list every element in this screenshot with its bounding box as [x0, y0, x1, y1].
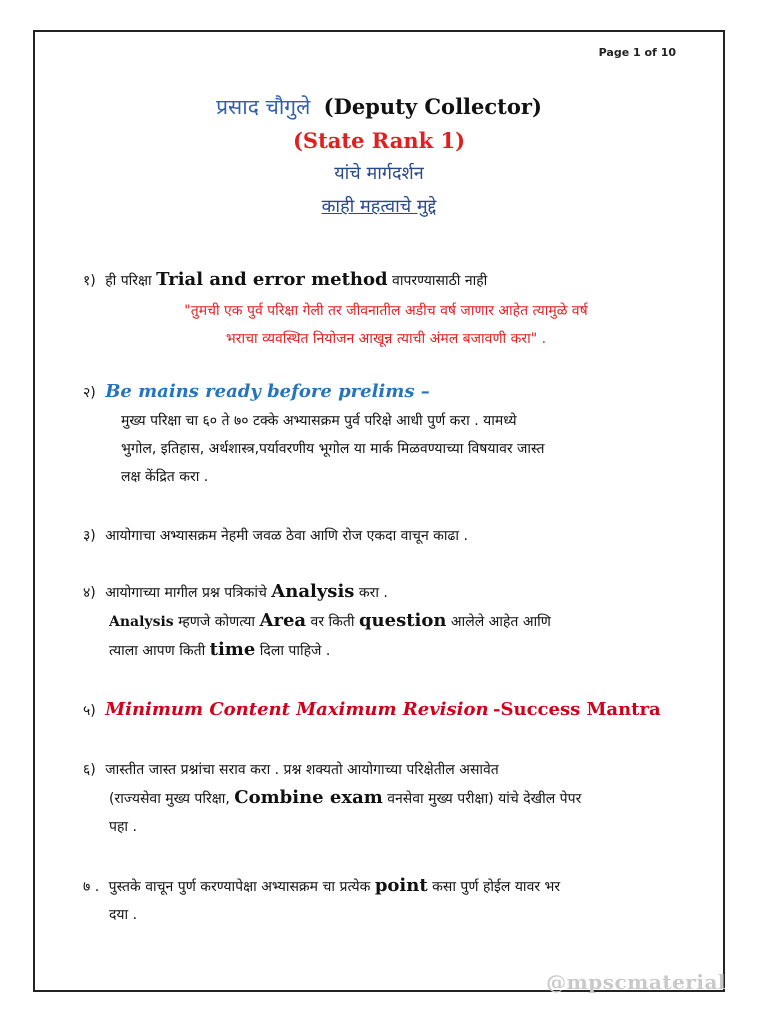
point-4 [83, 578, 689, 665]
point-6-line-2 [83, 784, 689, 813]
point-6-number: ६) [83, 762, 96, 778]
point-4-area-word: Area [259, 610, 307, 631]
point-2-heading: Be mains ready before prelims – [105, 381, 430, 402]
author-name: प्रसाद चौगुले [216, 95, 311, 119]
guidance-heading: यांचे मार्गदर्शन [334, 163, 424, 184]
point-7-line-1 [83, 872, 689, 901]
point-1 [83, 266, 689, 353]
point-1-quote-line-2: भराचा व्यवस्थित नियोजन आखून्न त्याची अंमल बजावणी करा" . [225, 331, 547, 347]
point-1-text-before: ही परिक्षा [105, 273, 152, 289]
point-4-sub2-c: दिला पाहिजे . [259, 643, 331, 659]
point-4-line [83, 578, 689, 607]
point-4-number: ४) [83, 585, 96, 601]
point-1-text-after: वापरण्यासाठी नाही [392, 273, 488, 289]
point-6-text: जास्तीत जास्त प्रश्नांचा सराव करा . प्रश्न शक्यतो आयोगाच्या परिक्षेतील असावेत [105, 762, 499, 778]
point-4-question-word: question [358, 610, 447, 631]
page-number [599, 46, 676, 59]
watermark: @mpscmaterial [546, 970, 726, 994]
page-total: 10 [660, 46, 676, 59]
important-points-title: काही महत्वाचे मुद्दे [321, 196, 437, 217]
point-4-sub1-b: म्हणजे कोणत्या [178, 614, 256, 630]
point-7-text-before: पुस्तके वाचून पुर्ण करण्यापेक्षा अभ्यासक्रम चा प्रत्येक [108, 879, 371, 895]
point-5-number: ५) [83, 703, 96, 719]
point-7-highlight: point [374, 875, 428, 896]
point-1-number: १) [83, 273, 96, 289]
page-current: 1 [633, 46, 641, 59]
point-4-sub-line-1 [83, 607, 689, 636]
point-3 [83, 522, 689, 550]
point-2-number: २) [83, 385, 96, 401]
title-line [35, 90, 723, 124]
point-7 [83, 872, 689, 929]
point-3-number: ३) [83, 528, 96, 544]
point-4-sub1-f: आलेले आहेत आणि [450, 614, 551, 630]
point-6 [83, 756, 689, 841]
point-4-sub-line-2 [83, 636, 689, 665]
point-4-highlight: Analysis [271, 581, 355, 602]
point-7-number: ७ . [83, 879, 100, 895]
page-label: Page [598, 46, 630, 59]
author-designation: (Deputy Collector) [323, 94, 542, 119]
document-header [35, 90, 723, 224]
point-2-line-2: भुगोल, इतिहास, अर्थशास्त्र,पर्यावरणीय भूगोल या मार्क मिळवण्याच्या विषयावर जास्त [121, 441, 545, 457]
point-4-text-before: आयोगाच्या मागील प्रश्न पत्रिकांचे [105, 585, 267, 601]
state-rank: (State Rank 1) [293, 128, 465, 153]
point-1-quote-line-1: "तुमची एक पुर्व परिक्षा गेली तर जीवनातील अडीच वर्ष जाणार आहेत त्यामुळे वर्ष [184, 303, 588, 319]
point-5 [83, 696, 689, 725]
point-1-line [83, 266, 689, 295]
point-5-tail: -Success Mantra [493, 699, 661, 720]
page-frame [33, 30, 725, 992]
point-7-text-after: कसा पुर्ण होईल यावर भर [432, 879, 561, 895]
point-4-analysis-word: Analysis [109, 614, 174, 630]
point-4-sub2-a: त्याला आपण किती [109, 643, 206, 659]
point-2-heading-line [83, 378, 689, 407]
point-2-line-3: लक्ष केंद्रित करा . [121, 469, 209, 485]
point-6-line-2-c: वनसेवा मुख्य परीक्षा) यांचे देखील पेपर [387, 791, 582, 807]
point-6-line-1 [83, 756, 689, 784]
point-4-sub1-d: वर किती [310, 614, 355, 630]
point-4-time-word: time [209, 639, 256, 660]
point-5-heading: Minimum Content Maximum Revision [105, 699, 489, 720]
point-2 [83, 378, 689, 491]
point-1-quote [83, 297, 689, 353]
point-2-line-1: मुख्य परिक्षा चा ६० ते ७० टक्के अभ्यासक्रम पुर्व परिक्षे आधी पुर्ण करा . यामध्ये [121, 413, 517, 429]
page-of: of [644, 46, 657, 59]
point-1-highlight: Trial and error method [156, 269, 388, 290]
point-4-text-after: करा . [358, 585, 388, 601]
point-6-line-3: पहा . [109, 819, 137, 835]
point-6-combine-exam: Combine exam [234, 787, 383, 808]
point-2-body [83, 407, 689, 491]
point-3-text: आयोगाचा अभ्यासक्रम नेहमी जवळ ठेवा आणि रोज एकदा वाचून काढा . [105, 528, 468, 544]
point-6-line-2-a: (राज्यसेवा मुख्य परिक्षा, [109, 791, 230, 807]
point-7-line-2: दया . [109, 907, 138, 923]
